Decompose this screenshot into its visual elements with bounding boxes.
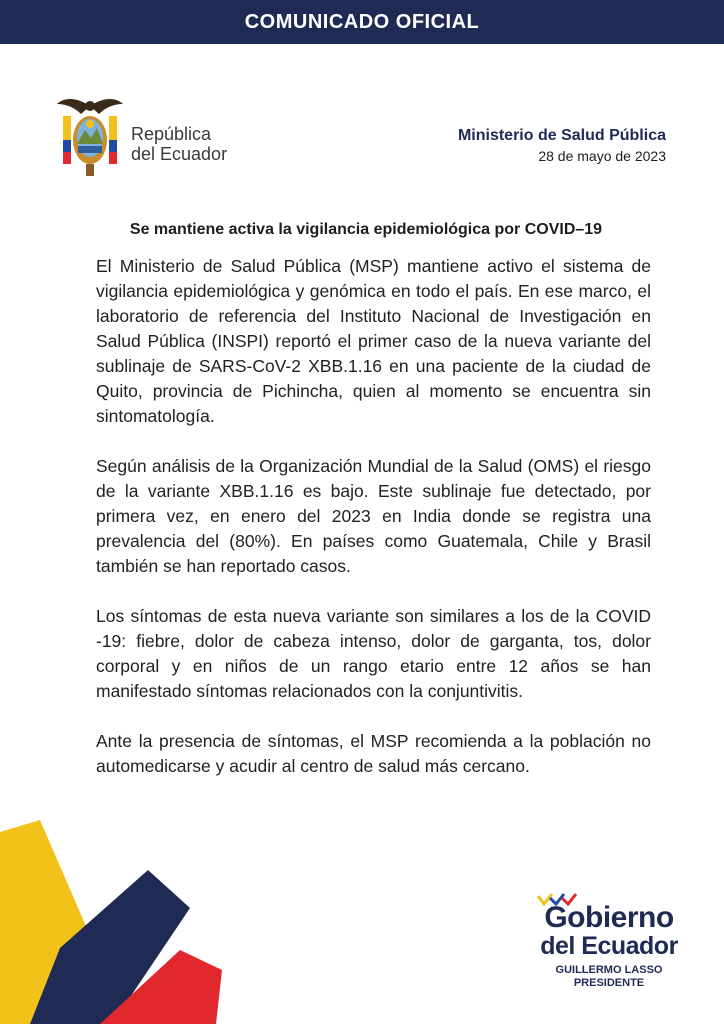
decorative-stripes bbox=[0, 820, 230, 1024]
logo-line-1: Gobierno bbox=[544, 901, 674, 934]
coat-of-arms-icon bbox=[55, 92, 125, 184]
republica-logo-text bbox=[131, 124, 227, 164]
logo-line-1: República bbox=[131, 124, 212, 144]
logo-line-2: del Ecuador bbox=[540, 932, 678, 960]
issue-date: 28 de mayo de 2023 bbox=[538, 148, 666, 164]
president-title: PRESIDENTE bbox=[573, 977, 645, 989]
document-body bbox=[96, 254, 651, 804]
paragraph: El Ministerio de Salud Pública (MSP) mantiene activo el sistema de vigilancia epidemiológica y genómica en todo el país. En ese marco, el laboratorio de referencia del Instituto Nacional de Investigación en Salud Pública (INSPI) reportó el primer caso de la nueva variante del sublinaje de SARS-CoV-2 XBB.1.16 en una paciente de la ciudad de Quito, provincia de Pichincha, quien al momento se encuentra sin sintomatología. bbox=[96, 256, 651, 426]
president-name: GUILLERMO LASSO bbox=[555, 964, 663, 976]
document-title: Se mantiene activa la vigilancia epidemiológica por COVID–19 bbox=[129, 221, 603, 238]
republica-ecuador-logo bbox=[55, 92, 255, 184]
header-banner bbox=[0, 0, 724, 44]
paragraph: Según análisis de la Organización Mundial de la Salud (OMS) el riesgo de la variante XBB.1.16 es bajo. Este sublinaje fue detectado, por primera vez, en enero del 2023 en India donde se registra una prevalencia del (80%). En países como Guatemala, Chile y Brasil también se han reportado casos. bbox=[96, 456, 651, 576]
banner-title: COMUNICADO OFICIAL bbox=[244, 10, 480, 33]
gobierno-ecuador-logo bbox=[530, 892, 688, 996]
ministry-name: Ministerio de Salud Pública bbox=[457, 127, 666, 144]
logo-line-2: del Ecuador bbox=[131, 144, 228, 164]
issuer-block bbox=[458, 126, 666, 166]
paragraph: Ante la presencia de síntomas, el MSP recomienda a la población no automedicarse y acudir al centro de salud más cercano. bbox=[96, 731, 651, 776]
paragraph: Los síntomas de esta nueva variante son similares a los de la COVID -19: fiebre, dolor de cabeza intenso, dolor de garganta, tos, dolor corporal y en niños de un rango etario entre 12 años se han manifestado síntomas relacionados con la conjuntivitis. bbox=[96, 606, 651, 701]
